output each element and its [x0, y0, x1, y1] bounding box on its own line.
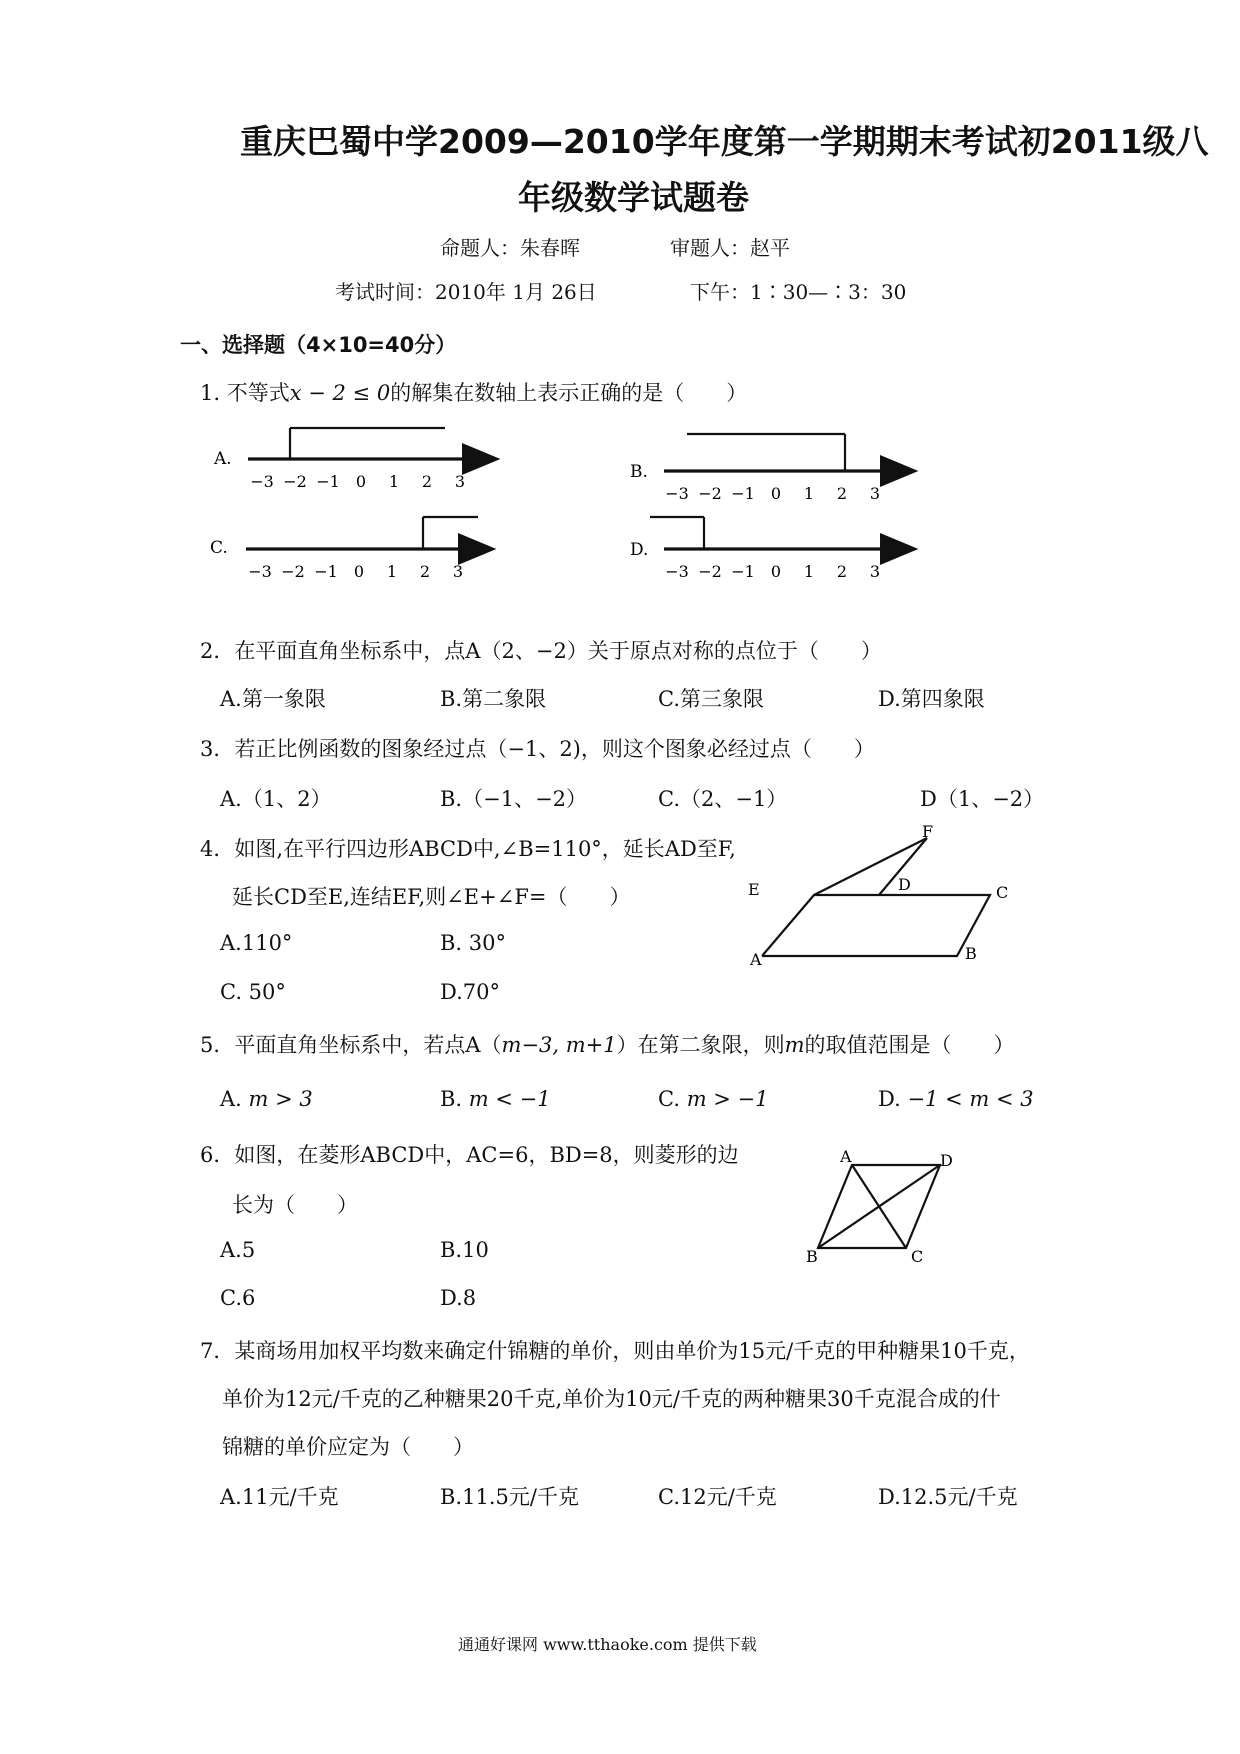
question-7-line1: 7．某商场用加权平均数来确定什锦糖的单价，则由单价为15元/千克的甲种糖果10千克， — [200, 1339, 1030, 1363]
number-line-tick-label: 3 — [869, 562, 881, 581]
label-c: C — [996, 883, 1009, 902]
number-line-option-label: C. — [210, 538, 228, 558]
q4-option-d: D.70° — [440, 980, 500, 1004]
exam-time-label: 考试时间：2010年 1月 26日 — [335, 280, 597, 304]
q2-option-b: B.第二象限 — [440, 687, 547, 711]
q6-option-b: B.10 — [440, 1238, 489, 1262]
q3-option-c: C.（2、−1） — [658, 787, 788, 811]
number-line-tick-label: −1 — [731, 562, 755, 581]
q6-option-d: D.8 — [440, 1286, 477, 1310]
page-title-line2: 年级数学试题卷 — [518, 178, 749, 217]
q2-option-a: A.第一象限 — [220, 687, 326, 711]
number-line-tick-label: −3 — [250, 472, 274, 491]
question-5-coords: m−3, m+1 — [501, 1033, 617, 1057]
number-line-tick-label: 2 — [836, 562, 848, 581]
q3-option-b: B.（−1、−2） — [440, 787, 588, 811]
label-b: B — [965, 944, 977, 963]
section-heading: 一、选择题（4×10=40分） — [180, 333, 457, 357]
number-line-tick-label: 0 — [355, 472, 367, 491]
q6-option-c: C.6 — [220, 1286, 256, 1310]
q3-option-d: D（1、−2） — [920, 787, 1045, 811]
question-1-text-post: 的解集在数轴上表示正确的是（ ） — [390, 381, 748, 405]
number-line-tick-label: −2 — [281, 562, 305, 581]
number-line-option-label: B. — [630, 462, 648, 482]
number-line-tick-label: −3 — [665, 484, 689, 503]
q3-option-a: A.（1、2） — [220, 787, 332, 811]
question-1-text-pre: 不等式 — [226, 381, 290, 405]
question-6-line1: 6．如图，在菱形ABCD中，AC=6，BD=8，则菱形的边 — [200, 1143, 739, 1167]
question-6-line2: 长为（ ） — [232, 1193, 358, 1217]
question-3: 3．若正比例函数的图象经过点（−1、2)，则这个图象必经过点（ ） — [200, 737, 875, 761]
q5-option-c: C. m > −1 — [658, 1087, 769, 1111]
label-f: F — [922, 825, 934, 841]
number-line-tick-label: 3 — [452, 562, 464, 581]
number-line-tick-label: −2 — [698, 562, 722, 581]
question-5-mid: ）在第二象限，则 — [616, 1033, 785, 1057]
q5-option-b: B. m < −1 — [440, 1087, 551, 1111]
q4-option-a: A.110° — [220, 931, 293, 955]
q4-option-b: B. 30° — [440, 931, 507, 955]
number-line-tick-label: 0 — [770, 484, 782, 503]
question-7-line2: 单价为12元/千克的乙种糖果20千克,单价为10元/千克的两种糖果30千克混合成的什 — [222, 1387, 1001, 1411]
number-line-option-label: A. — [214, 449, 232, 469]
question-1-expression: x − 2 ≤ 0 — [289, 381, 391, 405]
label-e: E — [748, 880, 760, 899]
question-5-post: 的取值范围是（ ） — [804, 1033, 1015, 1057]
rhombus-label-a: A — [840, 1147, 852, 1166]
number-line-tick-label: −1 — [731, 484, 755, 503]
page-footer: 通通好课网 www.tthaoke.com 提供下载 — [458, 1635, 757, 1654]
q5-option-d: D. −1 < m < 3 — [878, 1087, 1034, 1111]
number-line-tick-label: 1 — [388, 472, 400, 491]
question-1-number: 1. — [200, 381, 221, 405]
number-line-tick-label: 3 — [454, 472, 466, 491]
parallelogram-figure — [740, 825, 1040, 975]
number-line-tick-label: 1 — [803, 562, 815, 581]
number-line-b — [630, 434, 912, 503]
number-line-option-label: D. — [630, 540, 649, 560]
label-a: A — [750, 950, 762, 969]
number-line-tick-label: 3 — [869, 484, 881, 503]
number-line-tick-label: −3 — [248, 562, 272, 581]
question-5 — [200, 1029, 1015, 1059]
q4-option-c: C. 50° — [220, 980, 286, 1004]
number-line-tick-label: 1 — [803, 484, 815, 503]
number-line-tick-label: 2 — [836, 484, 848, 503]
q2-option-d: D.第四象限 — [878, 687, 985, 711]
number-line-tick-label: 0 — [770, 562, 782, 581]
q7-option-d: D.12.5元/千克 — [878, 1485, 1018, 1509]
number-line-figures — [0, 0, 1240, 600]
number-line-tick-label: 2 — [419, 562, 431, 581]
rhombus-figure — [790, 1145, 970, 1275]
question-2: 2．在平面直角坐标系中，点A（2、−2）关于原点对称的点位于（ ） — [200, 639, 882, 663]
number-line-tick-label: 1 — [386, 562, 398, 581]
number-line-tick-label: −2 — [283, 472, 307, 491]
q6-option-a: A.5 — [220, 1238, 256, 1262]
q7-option-a: A.11元/千克 — [220, 1485, 339, 1509]
number-line-tick-label: 0 — [353, 562, 365, 581]
rhombus-label-d: D — [940, 1151, 953, 1170]
question-4-line2: 延长CD至E,连结EF,则∠E+∠F=（ ） — [232, 885, 631, 909]
number-line-tick-label: 2 — [421, 472, 433, 491]
page-title-line1: 重庆巴蜀中学2009—2010学年度第一学期期末考试初2011级八 — [240, 122, 1209, 161]
q2-option-c: C.第三象限 — [658, 687, 764, 711]
question-5-var: m — [784, 1033, 805, 1057]
number-line-tick-label: −2 — [698, 484, 722, 503]
reviewer-label: 审题人：赵平 — [670, 236, 790, 260]
number-line-tick-label: −3 — [665, 562, 689, 581]
question-5-pre: 5．平面直角坐标系中，若点A（ — [200, 1033, 502, 1057]
question-7-line3: 锦糖的单价应定为（ ） — [222, 1435, 474, 1459]
number-line-c — [210, 517, 490, 581]
rhombus-label-b: B — [806, 1247, 818, 1266]
number-line-tick-label: −1 — [316, 472, 340, 491]
author-label: 命题人：朱春晖 — [440, 236, 580, 260]
exam-period-label: 下午：1∶30—∶3：30 — [690, 280, 907, 304]
q7-option-c: C.12元/千克 — [658, 1485, 777, 1509]
question-4-line1: 4．如图,在平行四边形ABCD中,∠B=110°，延长AD至F, — [200, 837, 736, 861]
q5-option-a: A. m > 3 — [220, 1087, 313, 1111]
q7-option-b: B.11.5元/千克 — [440, 1485, 579, 1509]
rhombus-label-c: C — [911, 1247, 924, 1266]
label-d: D — [898, 875, 911, 894]
number-line-tick-label: −1 — [314, 562, 338, 581]
number-line-d — [630, 517, 912, 581]
number-line-a — [213, 428, 494, 491]
